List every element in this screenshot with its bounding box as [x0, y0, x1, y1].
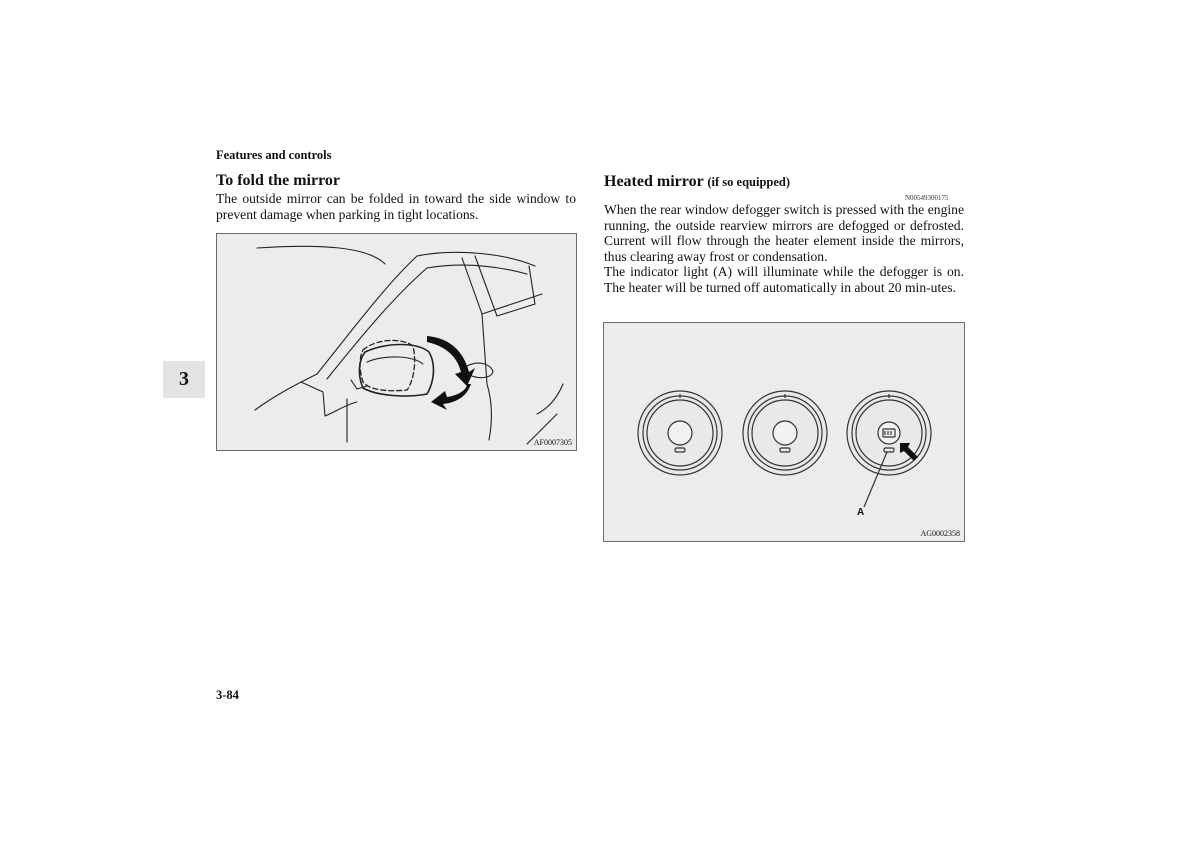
dial-2 — [743, 391, 827, 475]
heated-mirror-subtitle: (if so equipped) — [707, 175, 791, 189]
mirror-fold-illustration — [217, 234, 578, 452]
climate-control-dials-illustration — [604, 323, 966, 543]
figure-code: AF0007305 — [533, 438, 572, 447]
heated-mirror-paragraph-1: When the rear window defogger switch is pressed with the engine running, the outside rearview mirrors are defogged or defrosted. Current will flow through the heater element inside the mirrors, thus clearing away frost or condensation. — [604, 202, 964, 264]
heated-mirror-text — [604, 202, 964, 296]
fold-mirror-text — [216, 191, 576, 222]
fold-mirror-figure — [216, 233, 577, 451]
callout-label-a: A — [857, 507, 865, 518]
chapter-tab — [163, 361, 205, 398]
section-header: Features and controls — [216, 148, 332, 162]
heated-mirror-title: Heated mirror — [604, 173, 704, 190]
heated-mirror-heading — [604, 173, 790, 191]
figure-code: AG0002358 — [920, 529, 960, 538]
dial-3 — [847, 391, 931, 507]
dial-1 — [638, 391, 722, 475]
fold-mirror-paragraph: The outside mirror can be folded in toward the side window to prevent damage when parking in tight locations. — [216, 191, 576, 222]
page-number: 3-84 — [216, 688, 239, 702]
heated-mirror-paragraph-2: The indicator light (A) will illuminate while the defogger is on. The heater will be turned off automatically in about 20 min-utes. — [604, 264, 964, 295]
fold-mirror-heading: To fold the mirror — [216, 172, 340, 189]
chapter-number: 3 — [179, 368, 189, 390]
defogger-switch-figure — [603, 322, 965, 542]
document-id: N00549300175 — [905, 194, 949, 202]
